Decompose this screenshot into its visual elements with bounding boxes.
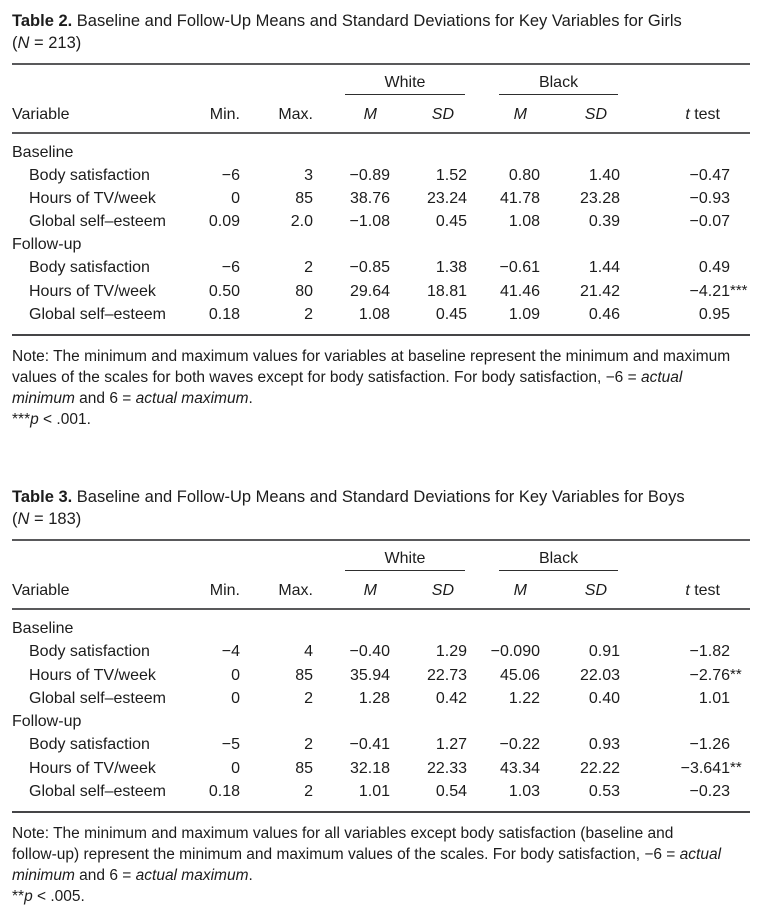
spacer-cell: [240, 64, 313, 95]
table-2-n-symbol: N: [17, 34, 30, 52]
white-mean-value: 1.08: [358, 306, 390, 323]
t-test-cell: −2.76**: [689, 666, 742, 684]
black-mean-value: −0.22: [499, 736, 540, 753]
col-header-white-sd: SD: [390, 95, 467, 133]
min-value: 0: [231, 666, 240, 684]
table-2-caption: [12, 10, 750, 54]
t-test-cell: [620, 187, 750, 210]
column-header-row: [12, 571, 750, 609]
min-value: 0.18: [208, 306, 240, 323]
black-sd-value: 0.53: [588, 783, 620, 800]
t-test-value: −4.21: [689, 283, 730, 300]
white-mean-value: −0.40: [349, 643, 390, 660]
table-row: [12, 279, 750, 303]
t-test-cell: [620, 303, 750, 335]
col-header-white-mean: M: [313, 95, 390, 133]
black-mean-value: 41.46: [499, 282, 540, 300]
table-3-body: [12, 609, 750, 812]
note-line-1: Note: The minimum and maximum values for all variables except body satisfaction (baseline and: [12, 825, 674, 842]
black-mean-value: −0.61: [499, 259, 540, 276]
table-row: [12, 256, 750, 279]
black-mean-value: 1.03: [508, 783, 540, 800]
white-mean-value: 29.64: [349, 282, 390, 300]
p-symbol: p: [24, 888, 33, 905]
t-test-value: −2.76: [689, 667, 730, 684]
table-3-note: [12, 823, 750, 886]
t-test-value: −1.82: [689, 643, 730, 660]
row-variable: Body satisfaction: [29, 259, 150, 276]
white-group-header: [313, 540, 467, 571]
note-italic-actual: actual: [640, 369, 683, 386]
black-sd-value: 0.40: [588, 690, 620, 707]
group-row: [12, 233, 750, 256]
black-group-label: Black: [538, 74, 579, 91]
p-threshold: < .005.: [32, 888, 85, 905]
table-3-sample-size: = 183): [29, 510, 82, 528]
white-mean-value: −0.41: [349, 736, 390, 753]
black-sd-value: 22.22: [579, 759, 620, 777]
t-test-cell: [620, 164, 750, 187]
col-header-black-mean: M: [467, 95, 540, 133]
max-value: 2: [304, 736, 313, 753]
spacer-cell: [620, 540, 750, 571]
table-row: [12, 733, 750, 756]
max-value: 85: [295, 759, 313, 777]
row-variable: Body satisfaction: [29, 736, 150, 753]
table-3-title-text: Baseline and Follow-Up Means and Standard Deviations for Key Variables for Boys: [72, 488, 685, 506]
black-mean-value: 1.22: [508, 690, 540, 707]
white-mean-value: 1.28: [358, 690, 390, 707]
max-value: 2: [304, 690, 313, 707]
max-value: 2: [304, 259, 313, 276]
black-group-header: [467, 540, 620, 571]
table-row: [12, 187, 750, 210]
white-sd-value: 23.24: [426, 190, 467, 207]
spacer-cell: [12, 540, 190, 571]
note-line-3-end: .: [248, 867, 253, 884]
row-variable: Global self–esteem: [29, 213, 166, 230]
col-header-t-test: [620, 95, 750, 133]
col-header-min: Min.: [190, 95, 240, 133]
spanner-row: [12, 64, 750, 95]
white-sd-value: 0.45: [435, 306, 467, 323]
col-header-max: Max.: [240, 95, 313, 133]
row-variable: Body satisfaction: [29, 643, 150, 660]
column-header-row: [12, 95, 750, 133]
col-header-black-sd: SD: [540, 95, 620, 133]
spacer-cell: [620, 64, 750, 95]
note-italic-actual-maximum: actual maximum: [135, 867, 249, 884]
note-italic-actual-maximum: actual maximum: [135, 390, 249, 407]
row-variable: Body satisfaction: [29, 167, 150, 184]
col-header-max: Max.: [240, 571, 313, 609]
col-header-black-sd: SD: [540, 571, 620, 609]
black-mean-value: 41.78: [499, 190, 540, 207]
t-test-value: −0.07: [689, 213, 730, 230]
col-header-black-mean: M: [467, 571, 540, 609]
white-sd-value: 18.81: [426, 282, 467, 300]
table-2-body: [12, 133, 750, 335]
group-label: Follow-up: [12, 236, 82, 253]
row-variable: Hours of TV/week: [29, 190, 156, 207]
group-row: [12, 609, 750, 640]
col-header-variable: Variable: [12, 571, 190, 609]
black-mean-value: 1.09: [508, 306, 540, 323]
p-symbol: p: [30, 411, 39, 428]
min-value: 0: [231, 690, 240, 707]
min-value: −6: [221, 167, 240, 184]
white-mean-value: 1.01: [358, 783, 390, 800]
table-3-caption: [12, 486, 750, 530]
row-variable: Global self–esteem: [29, 690, 166, 707]
significance-stars: **: [12, 888, 25, 905]
t-test-cell: [620, 210, 750, 233]
black-sd-value: 0.46: [588, 306, 620, 323]
table-3-label: Table 3.: [12, 488, 73, 506]
white-sd-value: 1.29: [435, 643, 467, 660]
black-sd-value: 1.40: [588, 167, 620, 184]
note-line-3-end: .: [248, 390, 253, 407]
max-value: 3: [304, 167, 313, 184]
t-test-word: test: [689, 106, 720, 123]
black-group-label: Black: [538, 550, 579, 567]
t-test-cell: [620, 733, 750, 756]
col-header-white-sd: SD: [390, 571, 467, 609]
table-row: [12, 640, 750, 663]
black-sd-value: 23.28: [579, 190, 620, 207]
white-mean-value: 35.94: [349, 666, 390, 684]
max-value: 85: [295, 190, 313, 207]
t-test-cell: [620, 640, 750, 663]
col-header-variable: Variable: [12, 95, 190, 133]
table-2-label: Table 2.: [12, 12, 73, 30]
row-variable: Hours of TV/week: [29, 759, 156, 777]
white-sd-value: 0.45: [435, 213, 467, 230]
col-header-t-test: [620, 571, 750, 609]
black-sd-value: 0.39: [588, 213, 620, 230]
row-variable: Global self–esteem: [29, 306, 166, 323]
min-value: −5: [221, 736, 240, 753]
table-row: [12, 663, 750, 687]
black-mean-value: 45.06: [499, 666, 540, 684]
t-test-word: test: [689, 582, 720, 599]
white-sd-value: 1.27: [435, 736, 467, 753]
table-2-title-text: Baseline and Follow-Up Means and Standard Deviations for Key Variables for Girls: [72, 12, 682, 30]
white-group-header: [313, 64, 467, 95]
p-threshold: < .001.: [38, 411, 91, 428]
max-value: 85: [295, 666, 313, 684]
table-2-section: [12, 10, 750, 430]
white-mean-value: −1.08: [349, 213, 390, 230]
white-sd-value: 0.54: [435, 783, 467, 800]
row-variable: Hours of TV/week: [29, 282, 156, 300]
max-value: 2: [304, 306, 313, 323]
white-mean-value: 38.76: [349, 190, 390, 207]
black-mean-value: 43.34: [499, 759, 540, 777]
t-test-value: 0.95: [698, 306, 730, 323]
group-row: [12, 133, 750, 164]
table-row: [12, 687, 750, 710]
white-sd-value: 22.73: [426, 666, 467, 684]
black-mean-value: 1.08: [508, 213, 540, 230]
group-row: [12, 710, 750, 733]
group-label: Follow-up: [12, 713, 82, 730]
table-2-note: [12, 346, 750, 409]
min-value: −6: [221, 259, 240, 276]
max-value: 2.0: [290, 213, 313, 230]
note-italic-minimum: minimum: [12, 867, 75, 884]
spacer-cell: [240, 540, 313, 571]
t-test-value: −0.47: [689, 167, 730, 184]
spacer-cell: [190, 540, 240, 571]
table-3: [12, 539, 750, 813]
min-value: 0: [231, 759, 240, 777]
black-mean-value: −0.090: [490, 643, 540, 660]
min-value: 0.18: [208, 783, 240, 800]
white-sd-value: 1.38: [435, 259, 467, 276]
table-2-sample-size: = 213): [29, 34, 82, 52]
black-group-header: [467, 64, 620, 95]
t-test-value: 1.01: [698, 690, 730, 707]
t-symbol: t: [685, 582, 690, 599]
table-3-n-symbol: N: [17, 510, 30, 528]
t-test-value: −3.641: [680, 760, 730, 777]
min-value: −4: [221, 643, 240, 660]
t-test-value: −0.23: [689, 783, 730, 800]
black-sd-value: 1.44: [588, 259, 620, 276]
t-test-value: 0.49: [698, 259, 730, 276]
t-test-cell: −4.21***: [689, 282, 748, 300]
table-3-section: [12, 486, 750, 907]
t-test-cell: −3.641**: [680, 759, 742, 777]
note-italic-minimum: minimum: [12, 390, 75, 407]
black-sd-value: 0.91: [588, 643, 620, 660]
table-2-sample-open: (: [12, 34, 18, 52]
note-line-3-mid: and 6 =: [74, 867, 136, 884]
white-group-label: White: [384, 550, 426, 567]
white-sd-value: 0.42: [435, 690, 467, 707]
note-line-3-mid: and 6 =: [74, 390, 136, 407]
max-value: 4: [304, 643, 313, 660]
spacer-cell: [12, 64, 190, 95]
black-mean-value: 0.80: [508, 167, 540, 184]
t-test-cell: [620, 256, 750, 279]
white-mean-value: −0.89: [349, 167, 390, 184]
table-2-significance-note: [12, 409, 750, 430]
row-variable: Global self–esteem: [29, 783, 166, 800]
table-row: [12, 303, 750, 335]
black-sd-value: 21.42: [579, 282, 620, 300]
table-row: [12, 756, 750, 780]
table-row: [12, 164, 750, 187]
t-test-cell: [620, 780, 750, 812]
white-group-label: White: [384, 74, 426, 91]
note-line-2: values of the scales for both waves except for body satisfaction. For body satisfaction, −6 =: [12, 369, 641, 386]
t-test-value: −0.93: [689, 190, 730, 207]
col-header-min: Min.: [190, 571, 240, 609]
white-mean-value: 32.18: [349, 759, 390, 777]
significance-stars: ***: [12, 411, 31, 428]
group-label: Baseline: [12, 144, 74, 161]
table-row: [12, 210, 750, 233]
note-line-1: Note: The minimum and maximum values for variables at baseline represent the minimum and maximum: [12, 348, 731, 365]
note-line-2: follow-up) represent the minimum and maximum values of the scales. For body satisfaction, −6 =: [12, 846, 680, 863]
table-3-significance-note: [12, 886, 750, 907]
spacer-cell: [190, 64, 240, 95]
row-variable: Hours of TV/week: [29, 666, 156, 684]
max-value: 80: [295, 282, 313, 300]
t-test-cell: [620, 687, 750, 710]
min-value: 0.09: [208, 213, 240, 230]
white-sd-value: 22.33: [426, 759, 467, 777]
min-value: 0: [231, 190, 240, 207]
t-test-value: −1.26: [689, 736, 730, 753]
black-sd-value: 22.03: [579, 666, 620, 684]
table-row: [12, 780, 750, 812]
min-value: 0.50: [208, 282, 240, 300]
black-sd-value: 0.93: [588, 736, 620, 753]
table-3-sample-open: (: [12, 510, 18, 528]
white-mean-value: −0.85: [349, 259, 390, 276]
group-label: Baseline: [12, 620, 74, 637]
spanner-row: [12, 540, 750, 571]
note-italic-actual: actual: [679, 846, 722, 863]
col-header-white-mean: M: [313, 571, 390, 609]
white-sd-value: 1.52: [435, 167, 467, 184]
max-value: 2: [304, 783, 313, 800]
table-2: [12, 63, 750, 336]
t-symbol: t: [685, 106, 690, 123]
